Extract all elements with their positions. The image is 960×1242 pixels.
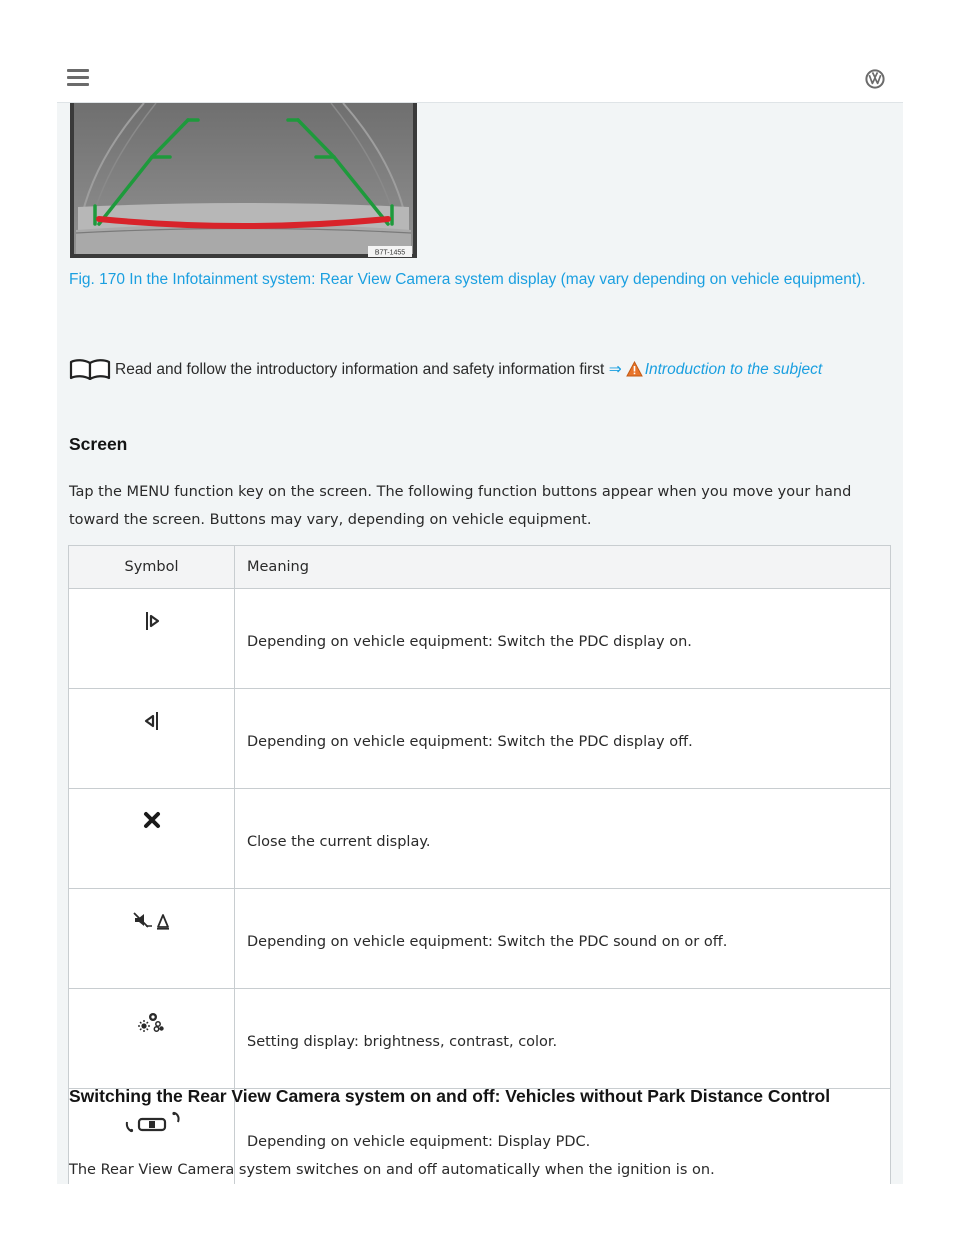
book-icon	[69, 358, 111, 389]
table-row	[69, 589, 891, 689]
pdc-sound-toggle-icon	[132, 919, 172, 935]
reference-arrow: ⇒	[608, 361, 622, 378]
introduction-link[interactable]: Introduction to the subject	[644, 361, 823, 378]
row-meaning: Depending on vehicle equipment: Switch the PDC sound on or off.	[235, 889, 891, 989]
intro-text: Read and follow the introductory information and safety information first	[115, 361, 605, 378]
hamburger-menu-icon[interactable]	[67, 69, 89, 89]
table-row	[69, 989, 891, 1089]
table-row	[69, 889, 891, 989]
rear-view-camera-figure	[70, 103, 417, 258]
close-icon	[143, 817, 161, 833]
warning-triangle-icon	[626, 360, 643, 386]
intro-notice	[69, 357, 889, 389]
section-heading-screen: Screen	[69, 434, 128, 454]
vw-logo-icon[interactable]	[865, 69, 885, 89]
column-header-symbol: Symbol	[69, 546, 235, 589]
row-meaning: Depending on vehicle equipment: Switch the PDC display off.	[235, 689, 891, 789]
table-row	[69, 689, 891, 789]
section-heading-switching: Switching the Rear View Camera system on and off: Vehicles without Park Distance Control	[69, 1086, 831, 1106]
screen-paragraph: Tap the MENU function key on the screen. The following function buttons appear when you move your hand toward the screen. Buttons may vary, depending on vehicle equipment.	[69, 484, 852, 528]
table-row	[69, 789, 891, 889]
column-header-meaning: Meaning	[235, 546, 891, 589]
figure-caption: Fig. 170 In the Infotainment system: Rear View Camera system display (may vary depending on vehicle equipment).	[69, 271, 866, 288]
top-bar	[57, 56, 903, 103]
row-meaning: Depending on vehicle equipment: Display PDC.	[235, 1089, 891, 1185]
table-header-row	[69, 546, 891, 589]
row-meaning: Close the current display.	[235, 789, 891, 889]
pdc-vehicle-icon	[123, 1121, 181, 1137]
row-meaning: Setting display: brightness, contrast, color.	[235, 989, 891, 1089]
switching-paragraph: The Rear View Camera system switches on and off automatically when the ignition is on.	[69, 1162, 715, 1178]
row-meaning: Depending on vehicle equipment: Switch the PDC display on.	[235, 589, 891, 689]
display-settings-icon	[138, 1021, 166, 1037]
pdc-display-off-icon	[143, 719, 161, 735]
figure-badge: B7T-1455	[374, 249, 406, 257]
manual-content	[57, 103, 903, 1184]
pdc-display-on-icon	[143, 619, 161, 635]
